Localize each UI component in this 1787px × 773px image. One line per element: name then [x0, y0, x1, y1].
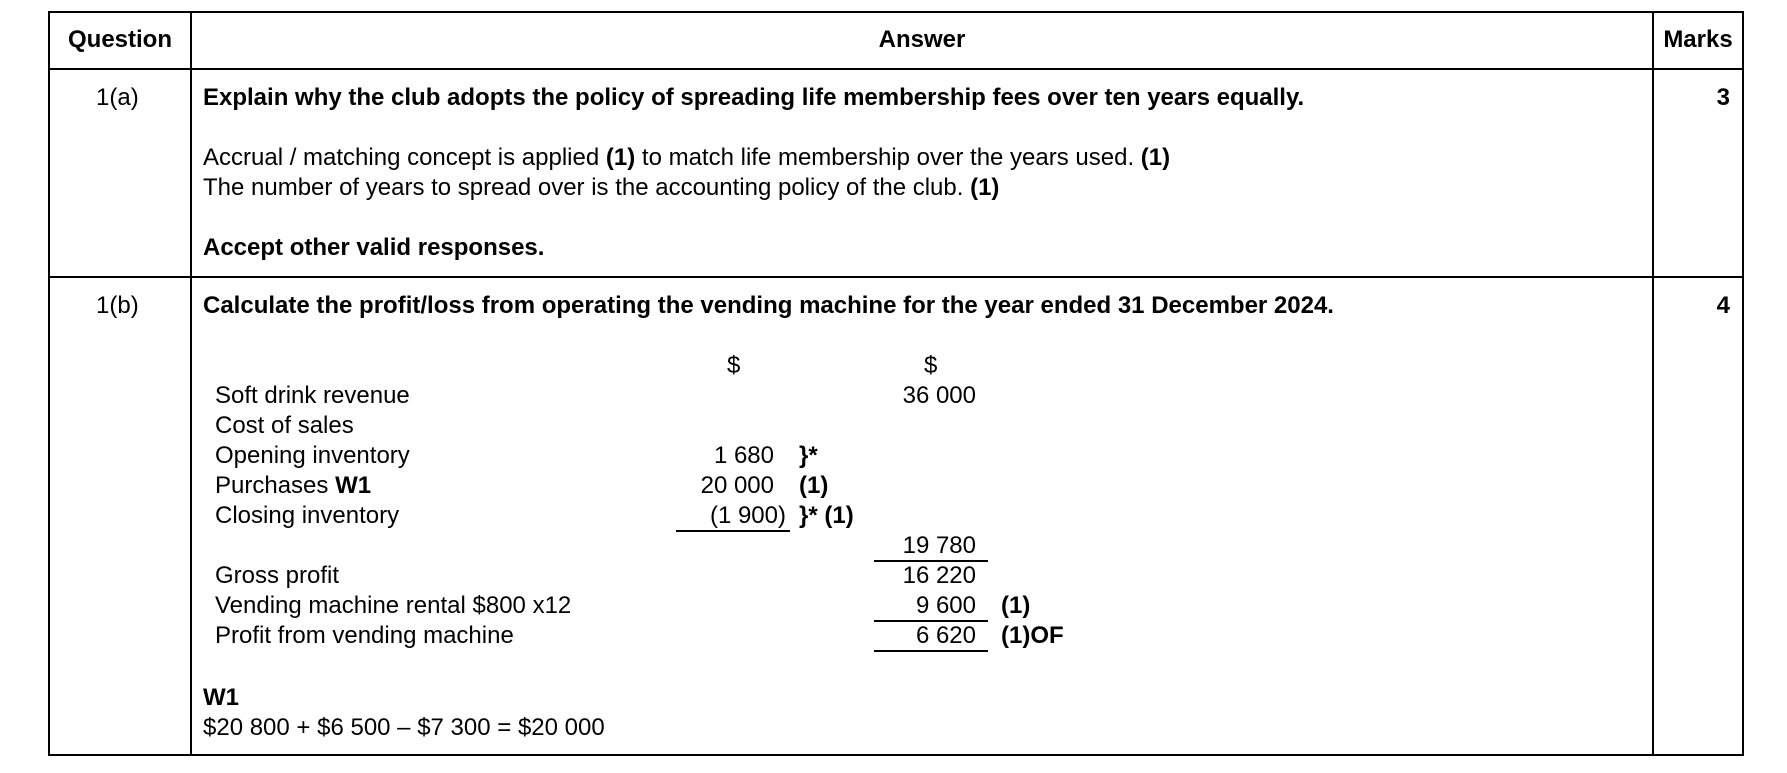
header-marks: Marks — [1663, 26, 1733, 53]
question-number-1a: 1(a) — [96, 84, 139, 111]
row-opening-value: 1 680 — [713, 442, 774, 469]
row-opening-mark: }* — [799, 442, 818, 469]
working-title: W1 — [203, 684, 239, 711]
row-gross-label: Gross profit — [215, 562, 340, 589]
header-answer: Answer — [878, 26, 966, 53]
row-purchases-label: Purchases W1 — [215, 472, 372, 499]
col1-header: $ — [727, 352, 741, 379]
row-profit-mark: (1)OF — [1001, 622, 1064, 649]
row-revenue-value: 36 000 — [902, 382, 976, 409]
answer-line-1a-1: Accrual / matching concept is applied (1) to match life membership over the years used. (1) — [203, 144, 1171, 171]
question-number-1b: 1(b) — [96, 292, 139, 319]
row-cost-of-sales-label: Cost of sales — [215, 412, 354, 439]
column-divider-marks — [1652, 11, 1654, 756]
row-cost-total-value: 19 780 — [902, 532, 976, 559]
marks-1a: 3 — [1716, 84, 1730, 111]
marks-1b: 4 — [1716, 292, 1730, 319]
row-closing-mark: }* (1) — [799, 502, 854, 529]
question-text-1a: Explain why the club adopts the policy of spreading life membership fees over ten years equally. — [203, 84, 1305, 111]
closing-underline — [676, 530, 790, 532]
header-row-divider — [48, 68, 1744, 70]
row-divider-1a — [48, 276, 1744, 278]
row-revenue-label: Soft drink revenue — [215, 382, 410, 409]
row-rental-value: 9 600 — [915, 592, 976, 619]
col2-header: $ — [924, 352, 938, 379]
answer-line-1a-2: The number of years to spread over is the accounting policy of the club. (1) — [203, 174, 1000, 201]
row-gross-value: 16 220 — [902, 562, 976, 589]
row-purchases-mark: (1) — [799, 472, 829, 499]
header-question: Question — [67, 26, 172, 53]
row-profit-value: 6 620 — [915, 622, 976, 649]
working-text: $20 800 + $6 500 – $7 300 = $20 000 — [203, 714, 605, 741]
note-1a: Accept other valid responses. — [203, 234, 545, 261]
row-opening-label: Opening inventory — [215, 442, 410, 469]
row-profit-label: Profit from vending machine — [215, 622, 514, 649]
profit-underline — [874, 650, 988, 652]
row-closing-value: (1 900) — [709, 502, 786, 529]
question-text-1b: Calculate the profit/loss from operating the vending machine for the year ended 31 December 2024. — [203, 292, 1334, 319]
column-divider-question — [190, 11, 192, 756]
row-rental-mark: (1) — [1001, 592, 1031, 619]
row-rental-label: Vending machine rental $800 x12 — [215, 592, 572, 619]
row-purchases-value: 20 000 — [700, 472, 774, 499]
row-closing-label: Closing inventory — [215, 502, 400, 529]
